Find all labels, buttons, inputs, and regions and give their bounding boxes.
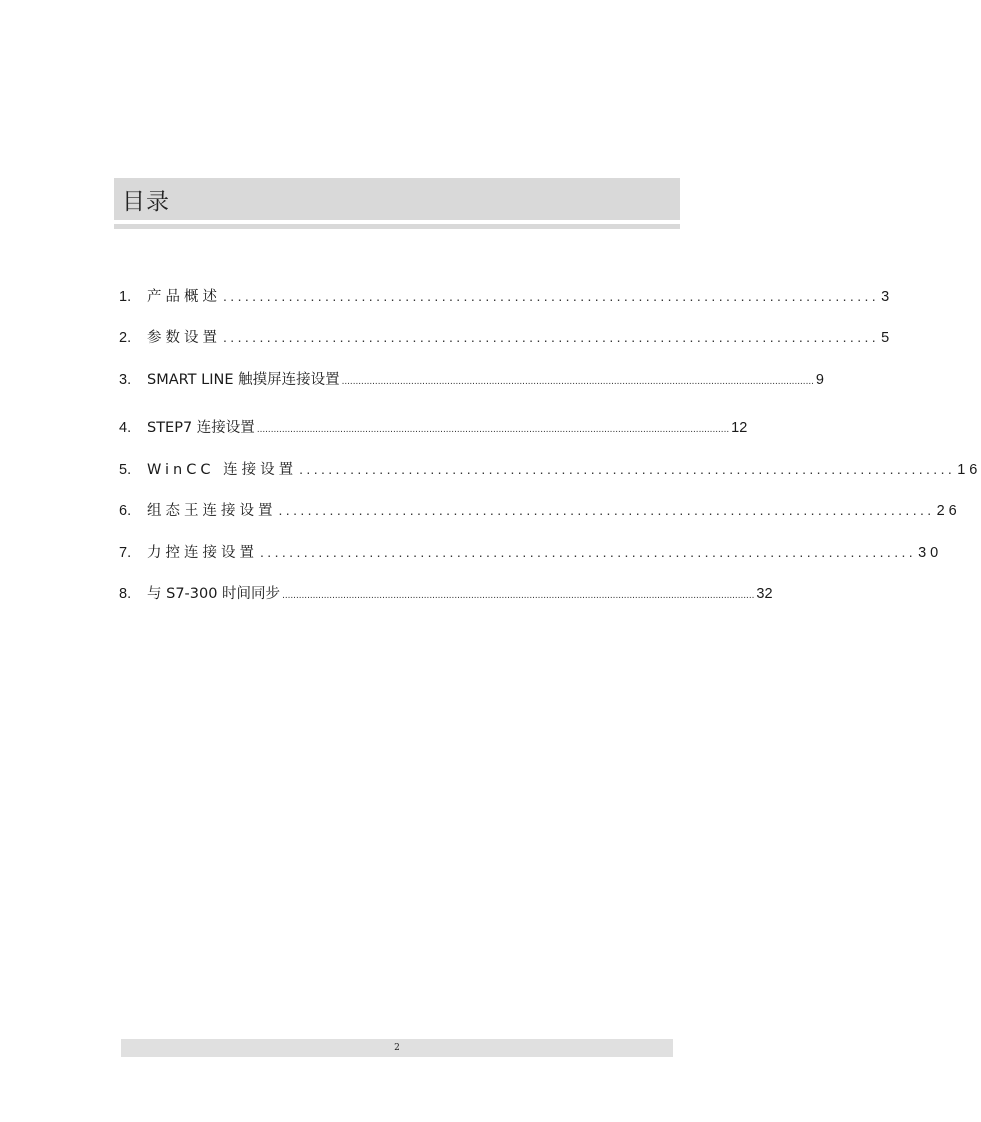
toc-dot-leader: ..........................................................................................: [299, 461, 956, 477]
toc-entry-time-sync[interactable]: [119, 582, 773, 604]
toc-entry-page: 9: [815, 372, 824, 388]
toc-entry-label: SMART LINE 触摸屏连接设置: [147, 372, 340, 388]
toc-dot-leader: ..........................................................................................: [223, 288, 880, 304]
toc-entry-number: 2.: [119, 330, 132, 346]
toc-dot-leader: ..........................................................................................: [260, 544, 917, 560]
toc-entry-wincc[interactable]: [119, 458, 981, 480]
toc-entry-page: 16: [957, 462, 981, 478]
page-title: 目录: [122, 188, 170, 215]
toc-dot-leader: ..........................................................................................................................................................................: [341, 376, 814, 387]
toc-entry-label: 参数设置: [147, 330, 221, 346]
toc-entry-parameters[interactable]: [119, 326, 890, 348]
toc-entry-label: 组态王连接设置: [147, 503, 277, 519]
toc-entry-label: 力控连接设置: [147, 545, 258, 561]
toc-dot-leader: ..........................................................................................................................................................................: [256, 424, 730, 435]
toc-entry-page: 3: [881, 289, 890, 305]
toc-entry-page: 30: [918, 545, 943, 561]
title-underline-divider: [114, 224, 680, 229]
toc-entry-smart-line[interactable]: [119, 368, 824, 390]
toc-entry-page: 5: [881, 330, 890, 346]
toc-entry-label: STEP7 连接设置: [147, 420, 255, 436]
page-footer: [121, 1039, 673, 1057]
toc-entry-forcecontrol[interactable]: [119, 541, 943, 563]
toc-dot-leader: ..........................................................................................................................................................................: [282, 590, 755, 601]
toc-entry-number: 3.: [119, 372, 132, 388]
toc-entry-label: WinCC 连接设置: [147, 462, 298, 478]
toc-entry-label: 与 S7-300 时间同步: [147, 586, 281, 602]
toc-dot-leader: ..........................................................................................: [278, 502, 935, 518]
toc-entry-page: 32: [756, 586, 773, 602]
toc-entry-number: 1.: [119, 289, 132, 305]
toc-entry-number: 8.: [119, 586, 132, 602]
toc-title-bar: [114, 178, 680, 220]
toc-entry-page: 12: [731, 420, 748, 436]
toc-entry-number: 4.: [119, 420, 132, 436]
toc-entry-number: 7.: [119, 545, 132, 561]
footer-page-number: 2: [394, 1043, 400, 1053]
toc-dot-leader: ..........................................................................................: [223, 329, 880, 345]
toc-entry-kingview[interactable]: [119, 499, 961, 521]
toc-entry-number: 6.: [119, 503, 132, 519]
toc-entry-step7[interactable]: [119, 416, 748, 438]
toc-entry-number: 5.: [119, 462, 132, 478]
toc-entry-page: 26: [936, 503, 961, 519]
toc-entry-overview[interactable]: [119, 285, 890, 307]
toc-entry-label: 产品概述: [147, 289, 221, 305]
